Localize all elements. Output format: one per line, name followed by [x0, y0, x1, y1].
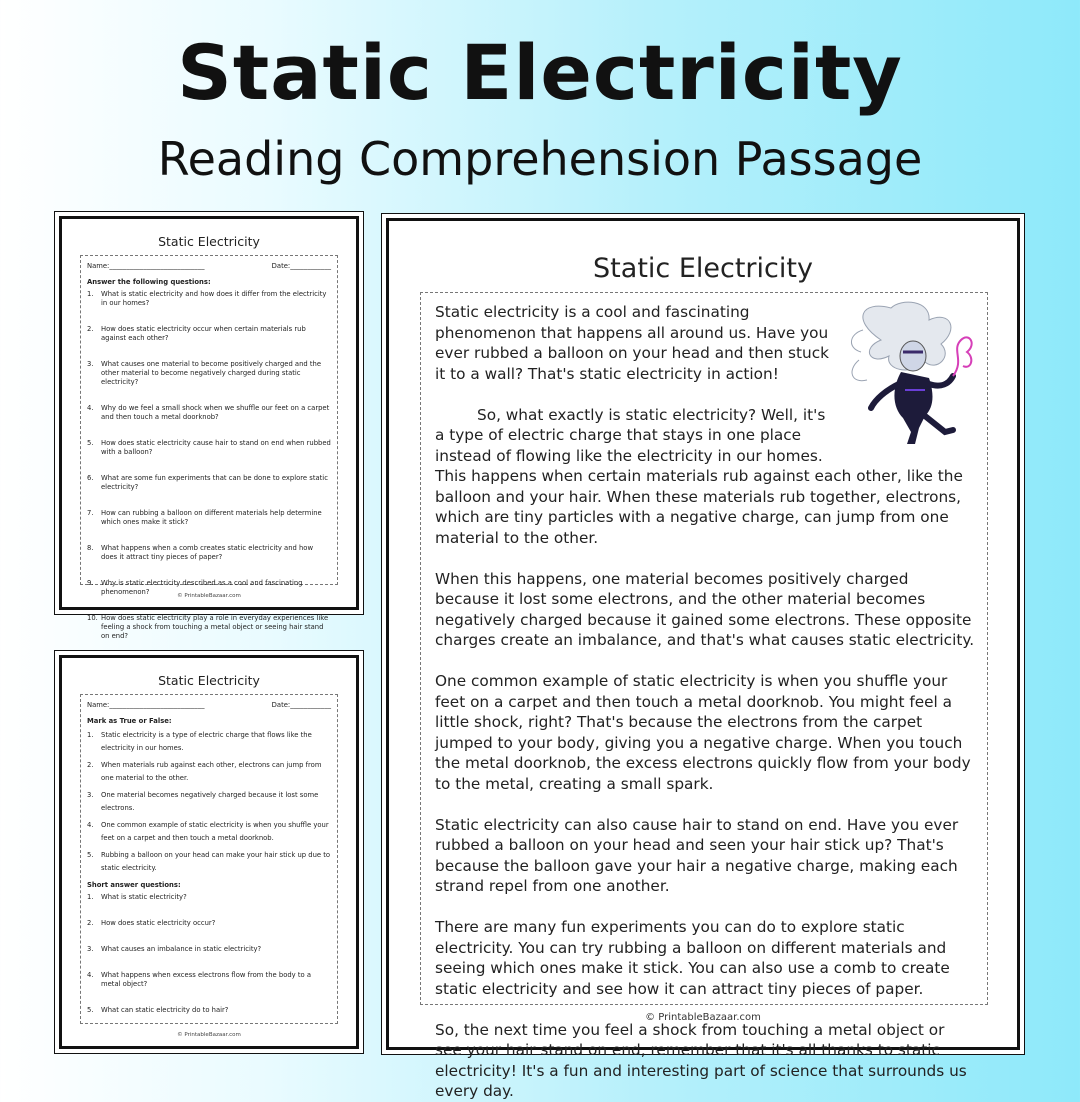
list-item	[87, 1006, 331, 1015]
true-false-list	[87, 729, 331, 875]
list-item	[87, 945, 331, 954]
true-false-heading: Mark as True or False:	[87, 717, 172, 725]
worksheet-true-false-preview	[59, 655, 359, 1049]
item-number: 2.	[87, 919, 94, 927]
page-title: Static Electricity	[177, 28, 903, 117]
item-text: How does static electricity occur when certain materials rub against each other?	[101, 325, 306, 342]
list-item	[87, 971, 331, 989]
short-answer-list	[87, 893, 331, 1015]
list-item	[87, 404, 331, 422]
passage-paragraph: There are many fun experiments you can do to explore static electricity. You can try rubbing a balloon on different materials and seeing which ones make it stick. You can also use a comb to create static electricity and see how it can attract tiny pieces of paper.	[435, 918, 950, 998]
date-label: Date:____________	[271, 701, 331, 709]
item-number: 8.	[87, 544, 94, 552]
worksheet-content-box	[80, 694, 338, 1024]
list-item	[87, 544, 331, 562]
short-answer-heading: Short answer questions:	[87, 881, 181, 889]
instructions-heading: Answer the following questions:	[87, 278, 211, 286]
passage-title: Static Electricity	[593, 253, 813, 284]
passage-paragraph: So, what exactly is static electricity? Well, it's a type of electric charge that stays in one place instead of flowing like the electricity in our homes. This happens when certain materials rub against each other, like the balloon and your hair. When these materials rub together, electrons, which are tiny particles with a negative charge, can jump from one material to the other.	[435, 405, 963, 547]
worksheet-title: Static Electricity	[158, 673, 260, 688]
item-text: One material becomes negatively charged because it lost some electrons.	[101, 791, 319, 812]
list-item	[87, 849, 331, 875]
list-item	[87, 819, 331, 845]
item-text: How does static electricity cause hair to stand on end when rubbed with a balloon?	[101, 439, 331, 456]
list-item	[87, 290, 331, 308]
passage-paragraph: So, the next time you feel a shock from touching a metal object or see your hair stand on end, remember that it's all thanks to static electricity! It's a fun and interesting part of science that surrounds us every day.	[435, 1020, 967, 1100]
item-number: 5.	[87, 851, 94, 859]
item-text: What happens when excess electrons flow from the body to a metal object?	[101, 971, 311, 988]
list-item	[87, 614, 331, 641]
item-text: One common example of static electricity is when you shuffle your feet on a carpet and then touch a metal doorknob.	[101, 821, 329, 842]
item-number: 9.	[87, 579, 94, 587]
name-label: Name:____________________________	[87, 701, 205, 709]
item-number: 7.	[87, 509, 94, 517]
passage-paragraph: Static electricity is a cool and fascinating phenomenon that happens all around us. Have you ever rubbed a balloon on your head and then stuck it to a wall? That's static electricity in action!	[435, 303, 829, 383]
date-label: Date:____________	[271, 262, 331, 270]
list-item	[87, 509, 331, 527]
item-number: 1.	[87, 290, 94, 298]
name-date-row	[87, 701, 331, 709]
item-text: What causes an imbalance in static electricity?	[101, 945, 262, 953]
item-text: What can static electricity do to hair?	[101, 1006, 229, 1014]
item-text: Rubbing a balloon on your head can make your hair stick up due to static electricity.	[101, 851, 331, 872]
question-list	[87, 290, 331, 641]
worksheet-footer: © PrintableBazaar.com	[177, 593, 241, 599]
item-text: What are some fun experiments that can be done to explore static electricity?	[101, 474, 328, 491]
item-text: How does static electricity occur?	[101, 919, 216, 927]
item-text: What causes one material to become positively charged and the other material to become negatively charged during static electricity?	[101, 360, 322, 386]
item-text: Why is static electricity described as a cool and fascinating phenomenon?	[101, 579, 303, 596]
passage-page	[386, 218, 1020, 1100]
item-text: How does static electricity play a role in everyday experiences like feeling a shock from touching a metal object or seeing hair stand on end?	[101, 614, 329, 640]
superhero-illustration-icon	[841, 300, 981, 448]
item-text: Why do we feel a small shock when we shuffle our feet on a carpet and then touch a metal doorknob?	[101, 404, 330, 421]
name-date-row	[87, 262, 331, 270]
item-number: 3.	[87, 360, 94, 368]
item-number: 6.	[87, 474, 94, 482]
item-number: 2.	[87, 325, 94, 333]
item-number: 10.	[87, 614, 98, 622]
list-item	[87, 325, 331, 343]
item-text: What happens when a comb creates static electricity and how does it attract tiny pieces of paper?	[101, 544, 314, 561]
item-number: 4.	[87, 971, 94, 979]
list-item	[87, 729, 331, 755]
item-number: 3.	[87, 791, 94, 799]
passage-paragraph: One common example of static electricity is when you shuffle your feet on a carpet and then touch a metal doorknob. You might feel a little shock, right? That's because the electrons from the carpet jumped to your body, giving you a negative charge. When you touch the metal doorknob, the excess electrons quickly flow from your body to the metal, creating a small spark.	[435, 672, 971, 793]
item-number: 5.	[87, 1006, 94, 1014]
list-item	[87, 893, 331, 902]
list-item	[87, 919, 331, 928]
item-number: 4.	[87, 404, 94, 412]
list-item	[87, 360, 331, 387]
item-number: 2.	[87, 761, 94, 769]
item-number: 1.	[87, 731, 94, 739]
passage-paragraph: When this happens, one material becomes positively charged because it lost some electrons, and the other material becomes negatively charged because it gained some electrons. These opposite charges create an imbalance, and that's what causes static electricity.	[435, 569, 975, 649]
passage-footer: © PrintableBazaar.com	[645, 1012, 761, 1023]
item-number: 1.	[87, 893, 94, 901]
item-number: 3.	[87, 945, 94, 953]
list-item	[87, 789, 331, 815]
list-item	[87, 759, 331, 785]
item-number: 5.	[87, 439, 94, 447]
worksheet-title: Static Electricity	[158, 234, 260, 249]
worksheet-questions-preview	[59, 216, 359, 640]
page-subtitle: Reading Comprehension Passage	[157, 132, 923, 186]
name-label: Name:____________________________	[87, 262, 205, 270]
list-item	[87, 474, 331, 492]
item-text: How can rubbing a balloon on different materials help determine which ones make it stick?	[101, 509, 322, 526]
item-text: What is static electricity?	[101, 893, 187, 901]
item-text: When materials rub against each other, electrons can jump from one material to the other.	[101, 761, 322, 782]
item-text: Static electricity is a type of electric charge that flows like the electricity in our homes.	[101, 731, 312, 752]
passage-paragraph: Static electricity can also cause hair to stand on end. Have you ever rubbed a balloon on your head and seen your hair stick up? That's because the balloon gave your hair a negative charge, making each strand repel from one another.	[435, 815, 959, 895]
item-text: What is static electricity and how does it differ from the electricity in our homes?	[101, 290, 327, 307]
item-number: 4.	[87, 821, 94, 829]
list-item	[87, 439, 331, 457]
worksheet-footer: © PrintableBazaar.com	[177, 1032, 241, 1038]
